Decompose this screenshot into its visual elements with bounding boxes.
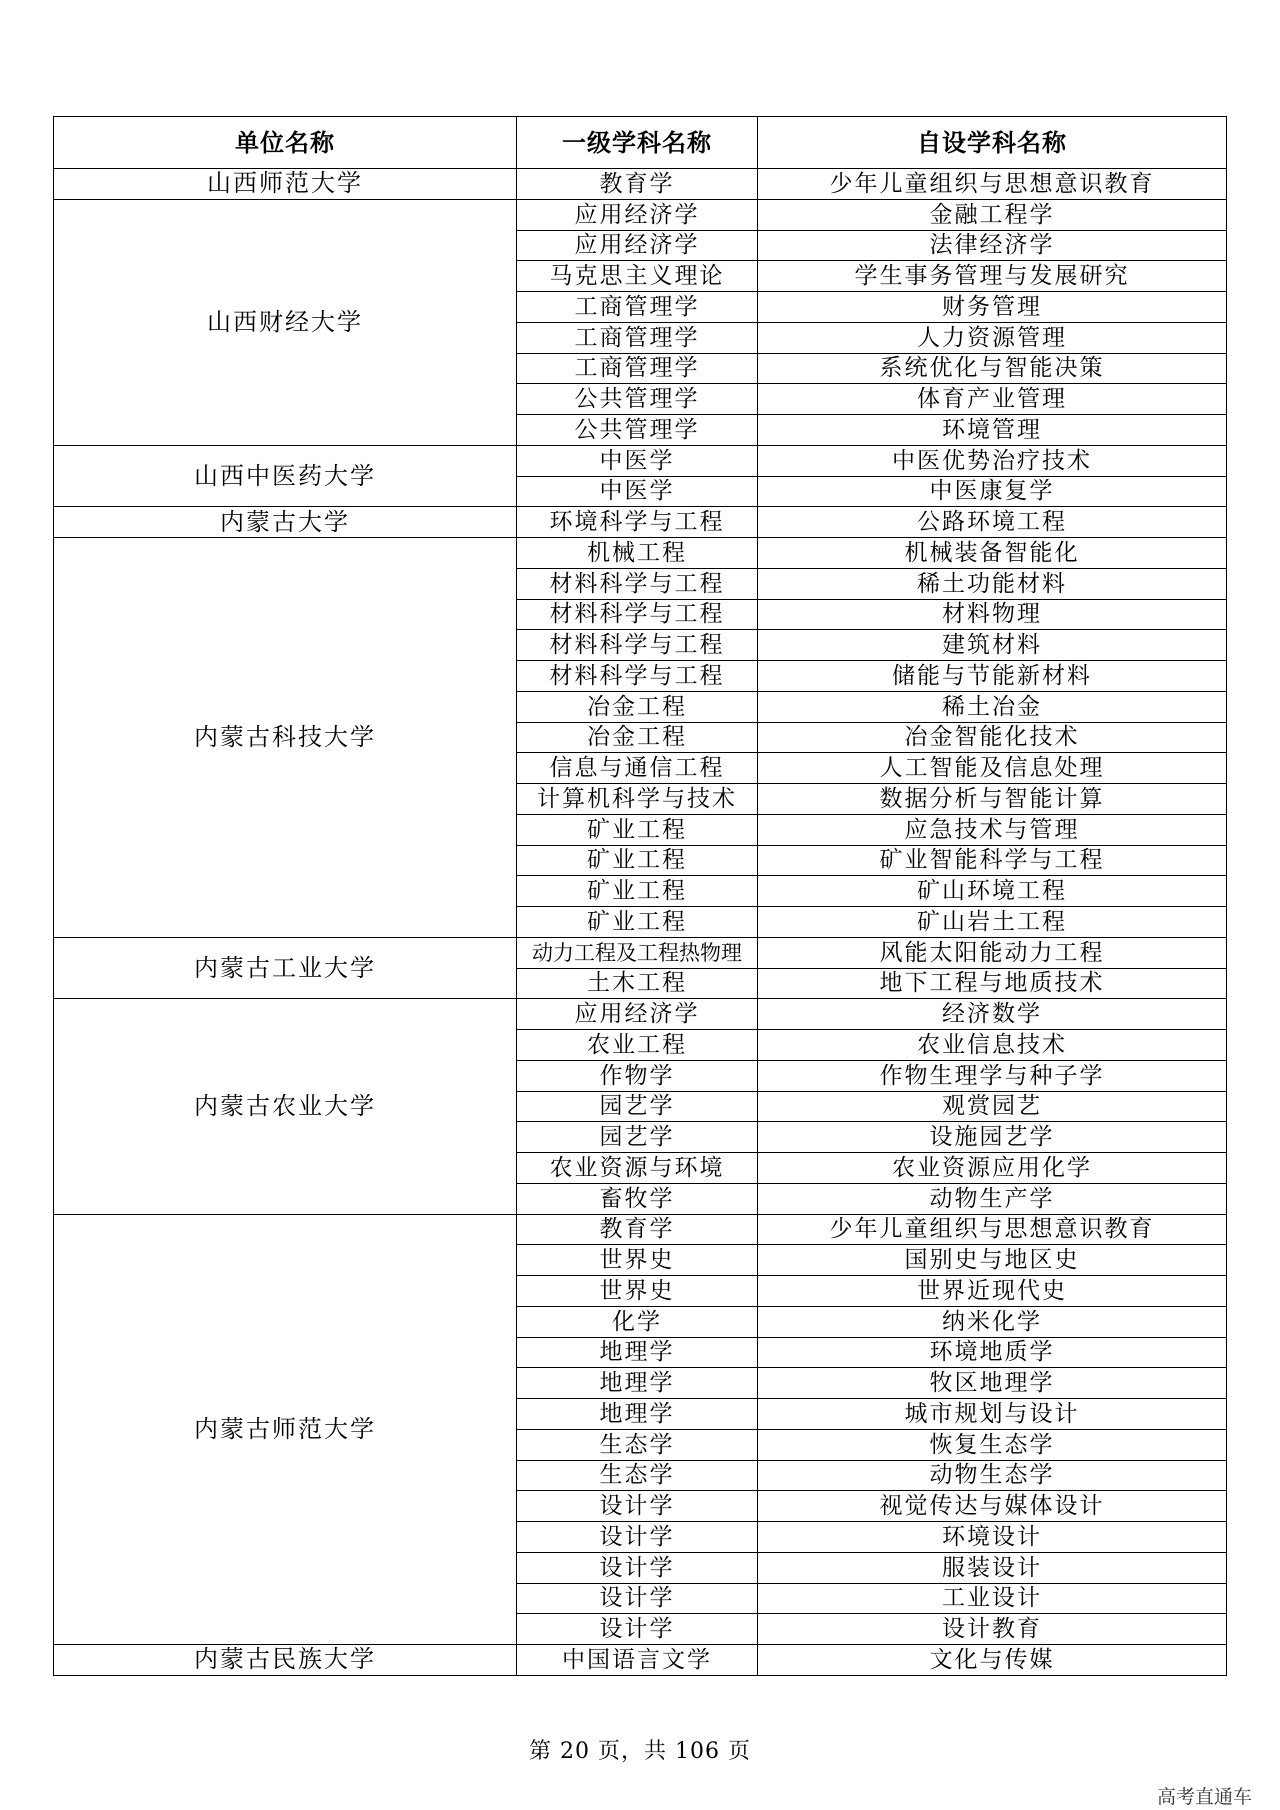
first-level-discipline-cell: 冶金工程 [517,722,758,753]
first-level-discipline-cell: 地理学 [517,1368,758,1399]
table-row [54,538,1227,569]
first-level-discipline-cell: 世界史 [517,1245,758,1276]
first-level-discipline-cell: 工商管理学 [517,353,758,384]
self-set-discipline-cell: 环境设计 [758,1522,1227,1553]
self-set-discipline-cell: 世界近现代史 [758,1276,1227,1307]
table-row [54,1214,1227,1245]
self-set-discipline-cell: 储能与节能新材料 [758,661,1227,692]
unit-name-cell: 内蒙古农业大学 [54,999,517,1214]
self-set-discipline-cell: 环境管理 [758,415,1227,446]
self-set-discipline-cell: 应急技术与管理 [758,814,1227,845]
first-level-discipline-cell: 农业工程 [517,1030,758,1061]
first-level-discipline-cell: 材料科学与工程 [517,599,758,630]
self-set-discipline-cell: 地下工程与地质技术 [758,968,1227,999]
first-level-discipline-cell: 矿业工程 [517,845,758,876]
self-set-discipline-cell: 建筑材料 [758,630,1227,661]
first-level-discipline-cell: 地理学 [517,1337,758,1368]
first-level-discipline-cell: 中医学 [517,445,758,476]
first-level-discipline-cell: 材料科学与工程 [517,661,758,692]
first-level-discipline-cell: 矿业工程 [517,814,758,845]
self-set-discipline-cell: 风能太阳能动力工程 [758,937,1227,968]
watermark-text: 高考直通车 [1156,1786,1252,1808]
first-level-discipline-cell: 园艺学 [517,1091,758,1122]
first-level-discipline-cell: 设计学 [517,1614,758,1645]
table-header-row [54,117,1227,169]
first-level-discipline-cell: 世界史 [517,1276,758,1307]
first-level-discipline-cell: 应用经济学 [517,230,758,261]
discipline-table [53,116,1227,1676]
self-set-discipline-cell: 冶金智能化技术 [758,722,1227,753]
self-set-discipline-cell: 少年儿童组织与思想意识教育 [758,1214,1227,1245]
first-level-discipline-cell: 园艺学 [517,1122,758,1153]
first-level-discipline-cell: 设计学 [517,1491,758,1522]
self-set-discipline-cell: 国别史与地区史 [758,1245,1227,1276]
first-level-discipline-cell: 矿业工程 [517,876,758,907]
self-set-discipline-cell: 人力资源管理 [758,322,1227,353]
self-set-discipline-cell: 农业信息技术 [758,1030,1227,1061]
self-set-discipline-cell: 稀土功能材料 [758,568,1227,599]
first-level-discipline-cell: 设计学 [517,1522,758,1553]
first-level-discipline-cell: 生态学 [517,1429,758,1460]
unit-name-cell: 内蒙古民族大学 [54,1645,517,1676]
first-level-discipline-cell: 地理学 [517,1399,758,1430]
table-row [54,169,1227,200]
unit-name-cell: 山西中医药大学 [54,445,517,507]
self-set-discipline-cell: 人工智能及信息处理 [758,753,1227,784]
first-level-discipline-cell: 设计学 [517,1552,758,1583]
self-set-discipline-cell: 设施园艺学 [758,1122,1227,1153]
self-set-discipline-cell: 矿业智能科学与工程 [758,845,1227,876]
first-level-discipline-cell: 农业资源与环境 [517,1153,758,1184]
self-set-discipline-cell: 动物生态学 [758,1460,1227,1491]
self-set-discipline-cell: 数据分析与智能计算 [758,784,1227,815]
self-set-discipline-cell: 学生事务管理与发展研究 [758,261,1227,292]
self-set-discipline-cell: 材料物理 [758,599,1227,630]
first-level-discipline-cell: 土木工程 [517,968,758,999]
first-level-discipline-cell: 马克思主义理论 [517,261,758,292]
self-set-discipline-cell: 矿山环境工程 [758,876,1227,907]
self-set-discipline-cell: 中医优势治疗技术 [758,445,1227,476]
self-set-discipline-cell: 金融工程学 [758,199,1227,230]
self-set-discipline-cell: 公路环境工程 [758,507,1227,538]
self-set-discipline-cell: 服装设计 [758,1552,1227,1583]
unit-name-cell: 山西师范大学 [54,169,517,200]
first-level-discipline-cell: 教育学 [517,1214,758,1245]
first-level-discipline-cell: 动力工程及工程热物理 [517,937,758,968]
first-level-discipline-cell: 信息与通信工程 [517,753,758,784]
self-set-discipline-cell: 文化与传媒 [758,1645,1227,1676]
self-set-discipline-cell: 设计教育 [758,1614,1227,1645]
self-set-discipline-cell: 牧区地理学 [758,1368,1227,1399]
header-self-set-discipline: 自设学科名称 [758,117,1227,169]
first-level-discipline-cell: 计算机科学与技术 [517,784,758,815]
first-level-discipline-cell: 教育学 [517,169,758,200]
first-level-discipline-cell: 工商管理学 [517,292,758,323]
self-set-discipline-cell: 工业设计 [758,1583,1227,1614]
first-level-discipline-cell: 材料科学与工程 [517,630,758,661]
first-level-discipline-cell: 畜牧学 [517,1183,758,1214]
table-row [54,199,1227,230]
first-level-discipline-cell: 中医学 [517,476,758,507]
unit-name-cell: 内蒙古工业大学 [54,937,517,999]
first-level-discipline-cell: 冶金工程 [517,691,758,722]
first-level-discipline-cell: 中国语言文学 [517,1645,758,1676]
first-level-discipline-cell: 公共管理学 [517,415,758,446]
self-set-discipline-cell: 法律经济学 [758,230,1227,261]
self-set-discipline-cell: 视觉传达与媒体设计 [758,1491,1227,1522]
first-level-discipline-cell: 公共管理学 [517,384,758,415]
first-level-discipline-cell: 生态学 [517,1460,758,1491]
self-set-discipline-cell: 稀土冶金 [758,691,1227,722]
first-level-discipline-cell: 材料科学与工程 [517,568,758,599]
first-level-discipline-cell: 机械工程 [517,538,758,569]
self-set-discipline-cell: 纳米化学 [758,1306,1227,1337]
self-set-discipline-cell: 系统优化与智能决策 [758,353,1227,384]
first-level-discipline-cell: 应用经济学 [517,199,758,230]
self-set-discipline-cell: 中医康复学 [758,476,1227,507]
table-row [54,1645,1227,1676]
table-row [54,937,1227,968]
self-set-discipline-cell: 机械装备智能化 [758,538,1227,569]
self-set-discipline-cell: 观赏园艺 [758,1091,1227,1122]
unit-name-cell: 山西财经大学 [54,199,517,445]
self-set-discipline-cell: 财务管理 [758,292,1227,323]
self-set-discipline-cell: 恢复生态学 [758,1429,1227,1460]
first-level-discipline-cell: 环境科学与工程 [517,507,758,538]
self-set-discipline-cell: 经济数学 [758,999,1227,1030]
self-set-discipline-cell: 环境地质学 [758,1337,1227,1368]
header-unit-name: 单位名称 [54,117,517,169]
header-first-level-discipline: 一级学科名称 [517,117,758,169]
self-set-discipline-cell: 动物生产学 [758,1183,1227,1214]
self-set-discipline-cell: 作物生理学与种子学 [758,1060,1227,1091]
table-row [54,445,1227,476]
self-set-discipline-cell: 少年儿童组织与思想意识教育 [758,169,1227,200]
self-set-discipline-cell: 矿山岩土工程 [758,907,1227,938]
table-body [54,169,1227,1676]
first-level-discipline-cell: 作物学 [517,1060,758,1091]
self-set-discipline-cell: 体育产业管理 [758,384,1227,415]
unit-name-cell: 内蒙古科技大学 [54,538,517,938]
self-set-discipline-cell: 农业资源应用化学 [758,1153,1227,1184]
first-level-discipline-cell: 化学 [517,1306,758,1337]
first-level-discipline-cell: 应用经济学 [517,999,758,1030]
page-number-footer: 第 20 页，共 106 页 [529,1739,751,1764]
first-level-discipline-cell: 设计学 [517,1583,758,1614]
first-level-discipline-cell: 工商管理学 [517,322,758,353]
unit-name-cell: 内蒙古大学 [54,507,517,538]
self-set-discipline-cell: 城市规划与设计 [758,1399,1227,1430]
table-row [54,507,1227,538]
table-row [54,999,1227,1030]
unit-name-cell: 内蒙古师范大学 [54,1214,517,1645]
first-level-discipline-cell: 矿业工程 [517,907,758,938]
